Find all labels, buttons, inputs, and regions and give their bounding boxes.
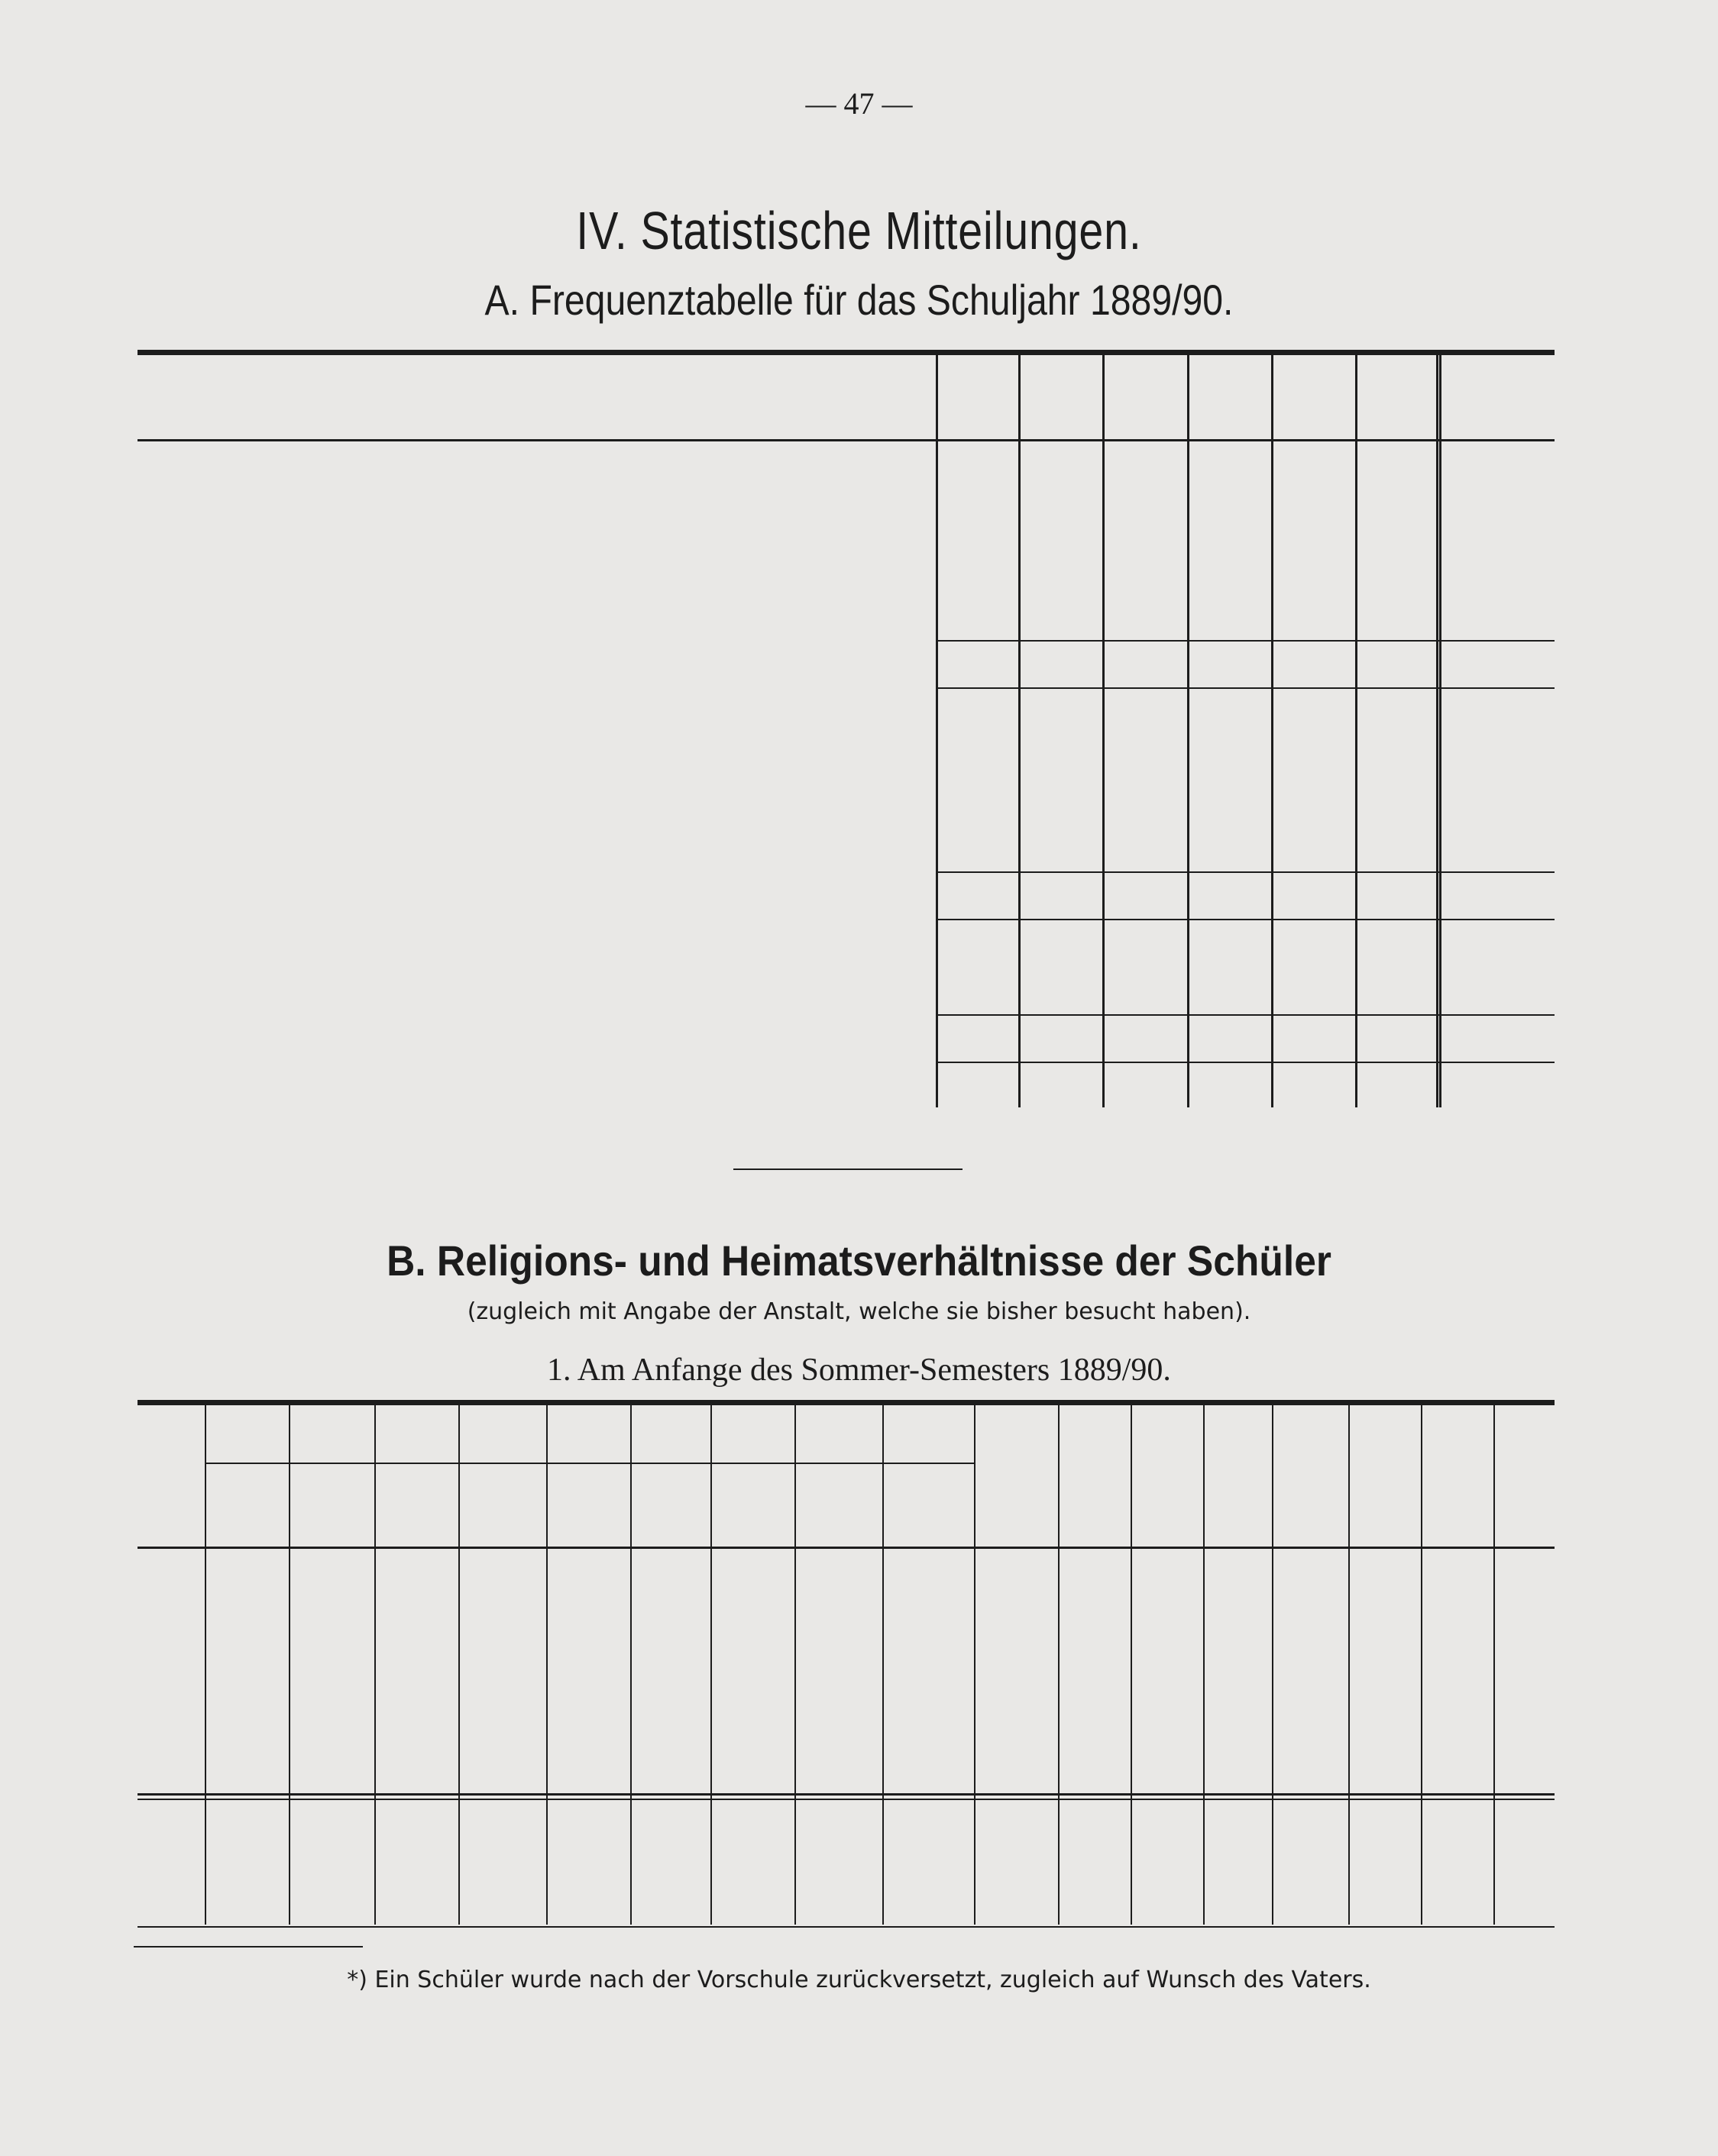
table-a-col-line <box>936 353 938 1107</box>
page-title: IV. Statistische Mitteilungen. <box>576 201 1142 260</box>
table-a-sum-rule <box>936 1014 1555 1016</box>
table-b-header-rule <box>138 1547 1555 1549</box>
table-b-group-rule <box>546 1463 974 1464</box>
table-b-subtitle: (zugleich mit Angabe der Anstalt, welche sie bisher besucht haben). <box>467 1298 1251 1325</box>
table-b-top-rule <box>138 1400 1555 1405</box>
table-a-title: A. Frequenztabelle für das Schuljahr 1889/90. <box>484 276 1234 324</box>
section-divider <box>733 1169 963 1170</box>
table-a-col-line <box>1355 353 1357 1107</box>
table-b-col-line <box>882 1401 884 1925</box>
table-b-col-line <box>1203 1401 1205 1925</box>
table-b-summa-rule-top <box>138 1793 1555 1796</box>
table-a-col-line <box>1018 353 1021 1107</box>
table-a-sum-rule <box>936 871 1555 873</box>
table-a-col-line <box>1102 353 1105 1107</box>
table-b-bottom-rule <box>138 1926 1555 1928</box>
table-a-col-line <box>1187 353 1189 1107</box>
table-b-col-line <box>1493 1401 1495 1925</box>
table-b-col-line <box>546 1401 548 1925</box>
table-b-col-line <box>1421 1401 1422 1925</box>
table-a-col-line <box>1436 353 1438 1107</box>
table-b-title: B. Religions- und Heimatsverhältnisse der Schüler <box>387 1236 1331 1285</box>
table-b-col-line <box>458 1401 460 1925</box>
table-a-sum-rule <box>936 1062 1555 1063</box>
table-b-col-line <box>1272 1401 1273 1925</box>
table-a-sum-rule <box>936 687 1555 689</box>
table-a-col-line <box>1271 353 1273 1107</box>
table-b-section-title: 1. Am Anfange des Sommer-Semesters 1889/90. <box>547 1353 1171 1388</box>
table-a-top-rule <box>138 350 1555 355</box>
table-b-col-line <box>710 1401 712 1925</box>
table-b-summa-rule-top2 <box>138 1799 1555 1800</box>
table-b-col-line <box>974 1401 975 1925</box>
table-b-col-line <box>1058 1401 1060 1925</box>
table-b-col-line <box>630 1401 632 1925</box>
footnote: *) Ein Schüler wurde nach der Vorschule zurückversetzt, zugleich auf Wunsch des Vaters. <box>347 1967 1371 1993</box>
table-b-col-line <box>374 1401 376 1925</box>
table-b-group-rule <box>205 1463 546 1464</box>
footnote-rule <box>134 1946 363 1948</box>
table-b-col-line <box>794 1401 796 1925</box>
table-b-col-line <box>205 1401 206 1925</box>
table-a-col-line <box>1439 353 1441 1107</box>
table-a-sum-rule <box>936 640 1555 642</box>
table-b-col-line <box>1131 1401 1132 1925</box>
page-number: — 47 — <box>805 86 913 121</box>
table-a-sum-rule <box>936 919 1555 920</box>
table-b-col-line <box>1348 1401 1350 1925</box>
table-b-col-line <box>289 1401 290 1925</box>
table-a-header-rule <box>138 439 1555 441</box>
